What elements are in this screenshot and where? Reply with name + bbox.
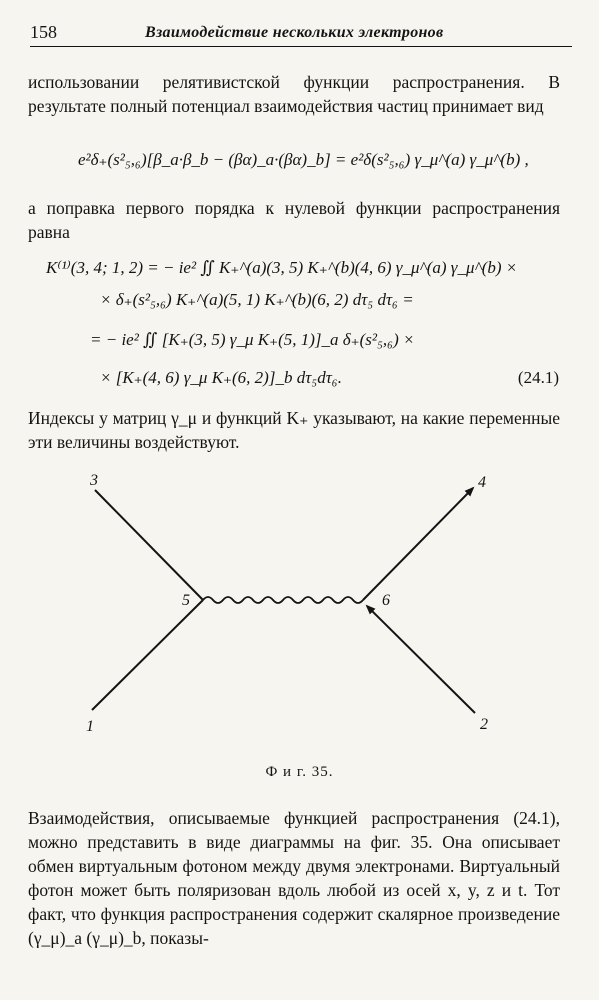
vertex-label-5: 5 <box>182 592 190 609</box>
paragraph-1: использовании релятивистской функции распространения. В результате полный потенциал взаимодействия частиц принимает вид <box>28 72 560 116</box>
running-title: Взаимодействие нескольких электронов <box>145 24 444 41</box>
equation-line-3: = − ie² ∬ [K₊(3, 5) γ_μ K₊(5, 1)]_a δ₊(s²₅,₆) × <box>90 330 415 349</box>
electron-line-6-4 <box>363 488 473 600</box>
page-header <box>30 22 572 46</box>
figure-caption: Ф и г. 35. <box>265 764 334 780</box>
feynman-diagram <box>40 460 560 760</box>
electron-line-1-5 <box>92 600 203 710</box>
equation-line-2: × δ₊(s²₅,₆) K₊^(a)(5, 1) K₊^(b)(6, 2) dτ₅ dτ₆ = <box>100 290 414 309</box>
vertex-label-6: 6 <box>382 592 390 609</box>
vertex-label-4: 4 <box>478 474 486 491</box>
electron-line-5-3 <box>95 490 203 600</box>
vertex-label-3: 3 <box>90 472 98 489</box>
paragraph-3: Индексы у матриц γ_μ и функций K₊ указывают, на какие переменные эти величины воздействуют. <box>28 408 560 452</box>
page-number: 158 <box>30 22 57 42</box>
feynman-diagram-svg <box>40 460 560 760</box>
vertex-label-2: 2 <box>480 716 488 733</box>
equation-line-1: K⁽¹⁾(3, 4; 1, 2) = − ie² ∬ K₊^(a)(3, 5) K₊^(b)(4, 6) γ_μ^(a) γ_μ^(b) × <box>46 258 518 277</box>
equation-number: (24.1) <box>517 368 559 387</box>
paragraph-4: Взаимодействия, описываемые функцией распространения (24.1), можно представить в виде диаграммы на фиг. 35. Она описывает обмен виртуальным фотоном между двумя электронами. Виртуальный фотон может быть поляризован вдоль любой из осей x, y, z и t. Тот факт, что функция распространения содержит скалярное произведение (γ_μ)_a (γ_μ)_b, показы- <box>28 808 560 948</box>
equation-line-4: × [K₊(4, 6) γ_μ K₊(6, 2)]_b dτ₅dτ₆. <box>100 368 342 387</box>
equation-potential: e²δ₊(s²₅,₆)[β_a·β_b − (βα)_a·(βα)_b] = e²δ(s²₅,₆) γ_μ^(a) γ_μ^(b) , <box>78 150 529 169</box>
virtual-photon-line <box>203 597 363 603</box>
header-rule <box>30 46 572 47</box>
electron-line-2-6 <box>367 606 475 713</box>
paragraph-2: а поправка первого порядка к нулевой функции распространения равна <box>28 198 560 242</box>
vertex-label-1: 1 <box>86 718 94 735</box>
